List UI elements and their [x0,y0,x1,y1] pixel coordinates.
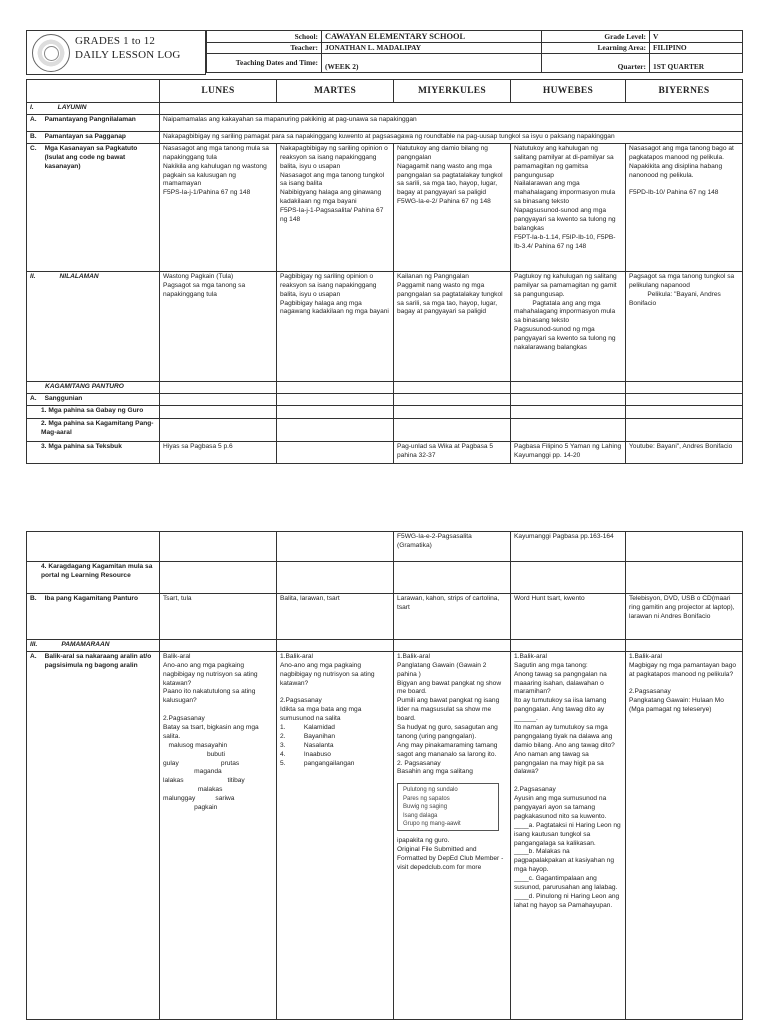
row-num: B. [30,132,37,140]
school-value: CAWAYAN ELEMENTARY SCHOOL [322,31,542,43]
row-label-iba-pa [27,594,160,640]
grade-value: V [650,31,743,43]
teacher-value: JONATHAN L. MADALIPAY [322,43,542,54]
balik-aral-biyernes: 1.Balik-aral Magbigay ng mga pamantayan bago at pagkatapos manood ng pelikula? 2.Pagsasanay Pangkatang Gawain: Hulaan Mo (Mga pamagat ng teleserye) [626,651,743,1019]
empty-cell [160,640,277,652]
row-label-teksbuk: 3. Mga pahina sa Teksbuk [27,441,160,463]
kasanayan-martes: Nakapagbibigay ng sariling opinion o reaksyon sa isang napakinggang balita, isyu o usapan Nasasagot ang mga tanong tungkol sa isang balita Nabibigyang halaga ang ginawang kadakilaan ng mga bayani F5PS-Ia-j-1-Pagsasalita/ Pahina 67 ng 148 [277,143,394,271]
section-layunin [27,103,160,115]
row-label: Pamantayan sa Pagganap [44,132,126,140]
section-pamamaraan [27,640,160,652]
lesson-table-page1 [26,79,742,464]
teksbuk-miyerkules: Pag-unlad sa Wika at Pagbasa 5 pahina 32-37 [394,441,511,463]
word-box [397,783,499,831]
row-label-kagamitang-mag-aaral: 2. Mga pahina sa Kagamitang Pang-Mag-aaral [27,418,160,441]
kasanayan-biyernes: Nasasagot ang mga tanong bago at pagkatapos manood ng pelikula. Napakikita ang disiplina habang nanonood ng pelikula. F5PD-Ib-10/ Pahina 67 ng 148 [626,143,743,271]
balik-aral-miyerkules [394,651,511,1019]
row-label-sanggunian [27,393,160,405]
nilalaman-martes: Pagbibigay ng sariling opinion o reaksyon sa isang napakinggang balita, isyu o usapan Pagbibigay halaga ang mga nagawang kadakilaan ng mga bayani [277,271,394,381]
empty-cell [160,103,743,115]
teksbuk-huwebes: Pagbasa Filipino 5 Yaman ng Lahing Kayumanggi pp. 14-20 [511,441,626,463]
iba-pa-huwebes: Word Hunt tsart, kwento [511,594,626,640]
balik-aral-miyerkules-text: 1.Balik-aral Panglatang Gawain (Gawain 2 pahina ) Bigyan ang bawat pangkat ng show me board. Pumili ang bawat pangkat ng isang lider na magsusulat sa show me board. Sa hudyat ng guro, sasagutan ang tanong (uring pangngalan). Ang may pinakamaraming tamang sagot ang mananalo sa larong ito. 2. Pagsasanay Basahin ang mga salitang [397,652,502,776]
empty-cell [511,640,626,652]
empty-cell [626,393,743,405]
lesson-log-header [26,30,742,75]
row-label: Pamantayang Pangnilalaman [44,115,136,123]
empty-cell [511,418,626,441]
section-num: III. [30,641,38,648]
word-box-item: Pares ng sapatos [403,795,450,802]
section-nilalaman [27,271,160,381]
empty-cell [160,393,277,405]
word-box-item: Grupo ng mang-aawit [403,820,461,827]
empty-cell [626,640,743,652]
empty-cell [277,562,394,594]
iba-pa-lunes: Tsart, tula [160,594,277,640]
row-label-portal: 4. Karagdagang Kagamitan mula sa portal ng Learning Resource [27,562,160,594]
empty-cell [511,381,626,393]
row-num: B. [30,595,37,602]
empty-cell [626,562,743,594]
kasanayan-huwebes: Natutukoy ang kahulugan ng salitang pamilyar at di-pamilyar sa pamamagitan ng gamitsa pangungusap Nailalarawan ang mga mahahalagang impormasyon mula sa binasang teksto Napagsusunod-sunod ang mga pangyayari sa kwento sa tulong ng balangkas F5PT-Ia-b-1.14, F5IP-Ib-10, F5PB-Ib-3.4/ Pahina 67 ng 148 [511,143,626,271]
continuation-huwebes: Kayumanggi Pagbasa pp.163-164 [511,532,626,562]
kasanayan-miyerkules: Natutukoy ang damio bilang ng pangngalan Nagagamit nang wasto ang mga pangngalan sa pagtatalakay tungkol sa sarili, sa mga tao, hayop, lugar, bagay at pangyayari sa paligid F5WG-Ia-e-2/ Pahina 67 ng 148 [394,143,511,271]
empty-cell [160,418,277,441]
row-num: A. [30,652,37,660]
header-info-table [206,30,743,73]
teacher-label: Teacher: [207,43,322,54]
row-label-gabay: 1. Mga pahina sa Gabay ng Guro [27,405,160,418]
quarter-label: Quarter: [542,54,650,73]
row-num: A. [30,115,37,123]
word-box-item: Pulutong ng sundalo [403,787,458,794]
empty-cell [160,405,277,418]
row-num: A. [30,394,37,402]
empty-cell [511,562,626,594]
empty-cell [394,405,511,418]
dates-label: Teaching Dates and Time: [207,54,322,73]
nilalaman-lunes: Wastong Pagkain (Tula) Pagsagot sa mga tanong sa napakinggang tula [160,271,277,381]
nilalaman-miyerkules: Kailanan ng Pangngalan Paggamit nang wasto ng mga pangngalan sa pagtatalakay tungkol sa sarili, sa mga tao, hayop, lugar, bagay at pangyayari sa paligid [394,271,511,381]
empty-cell [626,381,743,393]
day-huwebes: HUWEBES [511,80,626,103]
empty-cell [394,562,511,594]
word-box-item: Isang dalaga [403,812,438,819]
balik-aral-huwebes: 1.Balik-aral Sagutin ang mga tanong: Anong tawag sa pangngalan na maaaring isahan, dalawahan o maramihan? Ito ay tumutukoy sa iisa lamang pangngalan. Ang tawag dito ay ______. Ito naman ay tumutukoy sa mga pangngalang tiyak na dalawa ang damio bilang. Ano ang tawag dito? Ano naman ang tawag sa pangngalan na may higit pa sa dalawa? 2.Pagsasanay Ayusin ang mga sumusunod na pangyayari ayon sa tamang pagkakasunod nito sa kuwento. ____a. Pagtataksi ni Haring Leon ng isang kautusan tungkol sa pangangalaga sa kalikasan. ____b. Malakas na pagpapalakpakan at kasiyahan ng mga hayop. ____c. Gagantimpalaan ang susunod, parurusahan ang lalabag. ____d. Pinulong ni Haring Leon ang lahat ng hayop sa Pamahayupan. [511,651,626,1019]
row-label-pangnilalaman [27,114,160,131]
lesson-table-continued [26,531,743,1020]
quarter-value: 1ST QUARTER [650,54,743,73]
balik-aral-martes: 1.Balik-aral Ano-ano ang mga pagkaing nagbibigay ng nutrisyon sa ating katawan? 2.Pagsasanay Idikta sa mga bata ang mga sumusunod na salita 1. Kalamidad 2. Bayanihan 3. Nasalanta 4. Inaabuso 5. pangangailangan [277,651,394,1019]
empty-cell [160,381,277,393]
teksbuk-lunes: Hiyas sa Pagbasa 5 p.6 [160,441,277,463]
title-block [26,30,206,75]
empty-cell [160,532,277,562]
row-label-pagganap [27,131,160,143]
iba-pa-miyerkules: Larawan, kahon, strips of cartolina, tsart [394,594,511,640]
empty-cell [160,562,277,594]
teksbuk-martes [277,441,394,463]
grade-label: Grade Level: [542,31,650,43]
empty-cell [27,532,160,562]
balik-aral-miyerkules-note: ipapakita ng guro. Original File Submitted and Formatted by DepEd Club Member - visit depedclub.com for more [397,837,504,871]
title-daily-lesson-log: DAILY LESSON LOG [75,49,181,61]
area-label: Learning Area: [542,43,650,54]
row-label: Sanggunian [44,394,83,402]
row-num: C. [30,144,37,152]
empty-cell [277,418,394,441]
corner-cell [27,80,160,103]
empty-cell [511,393,626,405]
pagganap-text: Nakapagbibigay ng sariling pamagat para sa napakinggang kuwento at pagsasagawa ng roundtable na pag-uusap tungkol sa isyu o paksang napakinggan [160,131,743,143]
section-label: LAYUNIN [57,104,87,111]
balik-aral-lunes: Balik-aral Ano-ano ang mga pagkaing nagbibigay ng nutrisyon sa ating katawan? Paano ito nakatutulong sa ating kalusugan? 2.Pagsasanay Batay sa tsart, bigkasin ang mga salita. malusog masayahin bubuti gulay prutas maganda lalakas titibay malakas malunggay sariwa pagkain [160,651,277,1019]
word-box-item: Buwig ng saging [403,804,448,811]
row-label: Iba pang Kagamitang Panturo [44,595,139,602]
continuation-miyerkules: F5WG-Ia-e-2-Pagsasalita (Gramatika) [394,532,511,562]
iba-pa-martes: Balita, larawan, tsart [277,594,394,640]
empty-cell [626,532,743,562]
empty-cell [626,418,743,441]
iba-pa-biyernes: Telebisyon, DVD, USB o CD(maari ring gamitin ang projector at laptop), larawan ni Andres Bonifacio [626,594,743,640]
dates-value: (WEEK 2) [322,54,542,73]
row-label-balik-aral [27,651,160,1019]
teksbuk-biyernes: Youtube: Bayani", Andres Bonifacio [626,441,743,463]
kasanayan-lunes: Nasasagot ang mga tanong mula sa napakinggang tula Nakikila ang kahulugan ng wastong pagkain sa kalusugan ng mamamayan F5PS-Ia-j-1/Pahina 67 ng 148 [160,143,277,271]
lesson-table [26,79,743,464]
row-label: Mga Kasanayan sa Pagkatuto (Isulat ang code ng bawat kasanayan) [44,144,138,170]
empty-cell [394,381,511,393]
section-label: NILALAMAN [59,272,99,280]
section-label: PAMAMARAAN [61,641,110,648]
pangnilalaman-text: Naipamamalas ang kakayahan sa mapanuring pakikinig at pag-unawa sa napakinggan [160,114,743,131]
day-miyerkules: MIYERKULES [394,80,511,103]
empty-cell [277,640,394,652]
section-kagamitan: KAGAMITANG PANTURO [27,381,160,393]
lesson-table-page2 [26,531,742,1020]
title-grades: GRADES 1 to 12 [75,35,156,47]
day-lunes: LUNES [160,80,277,103]
nilalaman-biyernes: Pagsagot sa mga tanong tungkol sa pelikulang napanood Pelikula: "Bayani, Andres Bonifacio [626,271,743,381]
empty-cell [277,532,394,562]
empty-cell [511,405,626,418]
empty-cell [277,393,394,405]
empty-cell [394,418,511,441]
empty-cell [277,405,394,418]
row-label: Balik-aral sa nakaraang aralin at/o pagsisimula ng bagong aralin [44,652,152,669]
empty-cell [394,640,511,652]
nilalaman-huwebes: Pagtukoy ng kahulugan ng salitang pamilyar sa pamamagitan ng gamit sa pangungusap. Pagtatala ang ang mga mahahalagang impormasyon mula sa binasang teksto Pagsusunod-sunod ng mga pangyayari sa kwento sa tulong ng nakalarawang balangkas [511,271,626,381]
area-value: FILIPINO [650,43,743,54]
section-num: I. [30,104,34,111]
empty-cell [394,393,511,405]
row-label-kasanayan [27,143,160,271]
section-num: II. [30,272,36,280]
empty-cell [277,381,394,393]
school-label: School: [207,31,322,43]
day-martes: MARTES [277,80,394,103]
deped-seal-icon [32,34,70,72]
empty-cell [626,405,743,418]
day-biyernes: BIYERNES [626,80,743,103]
